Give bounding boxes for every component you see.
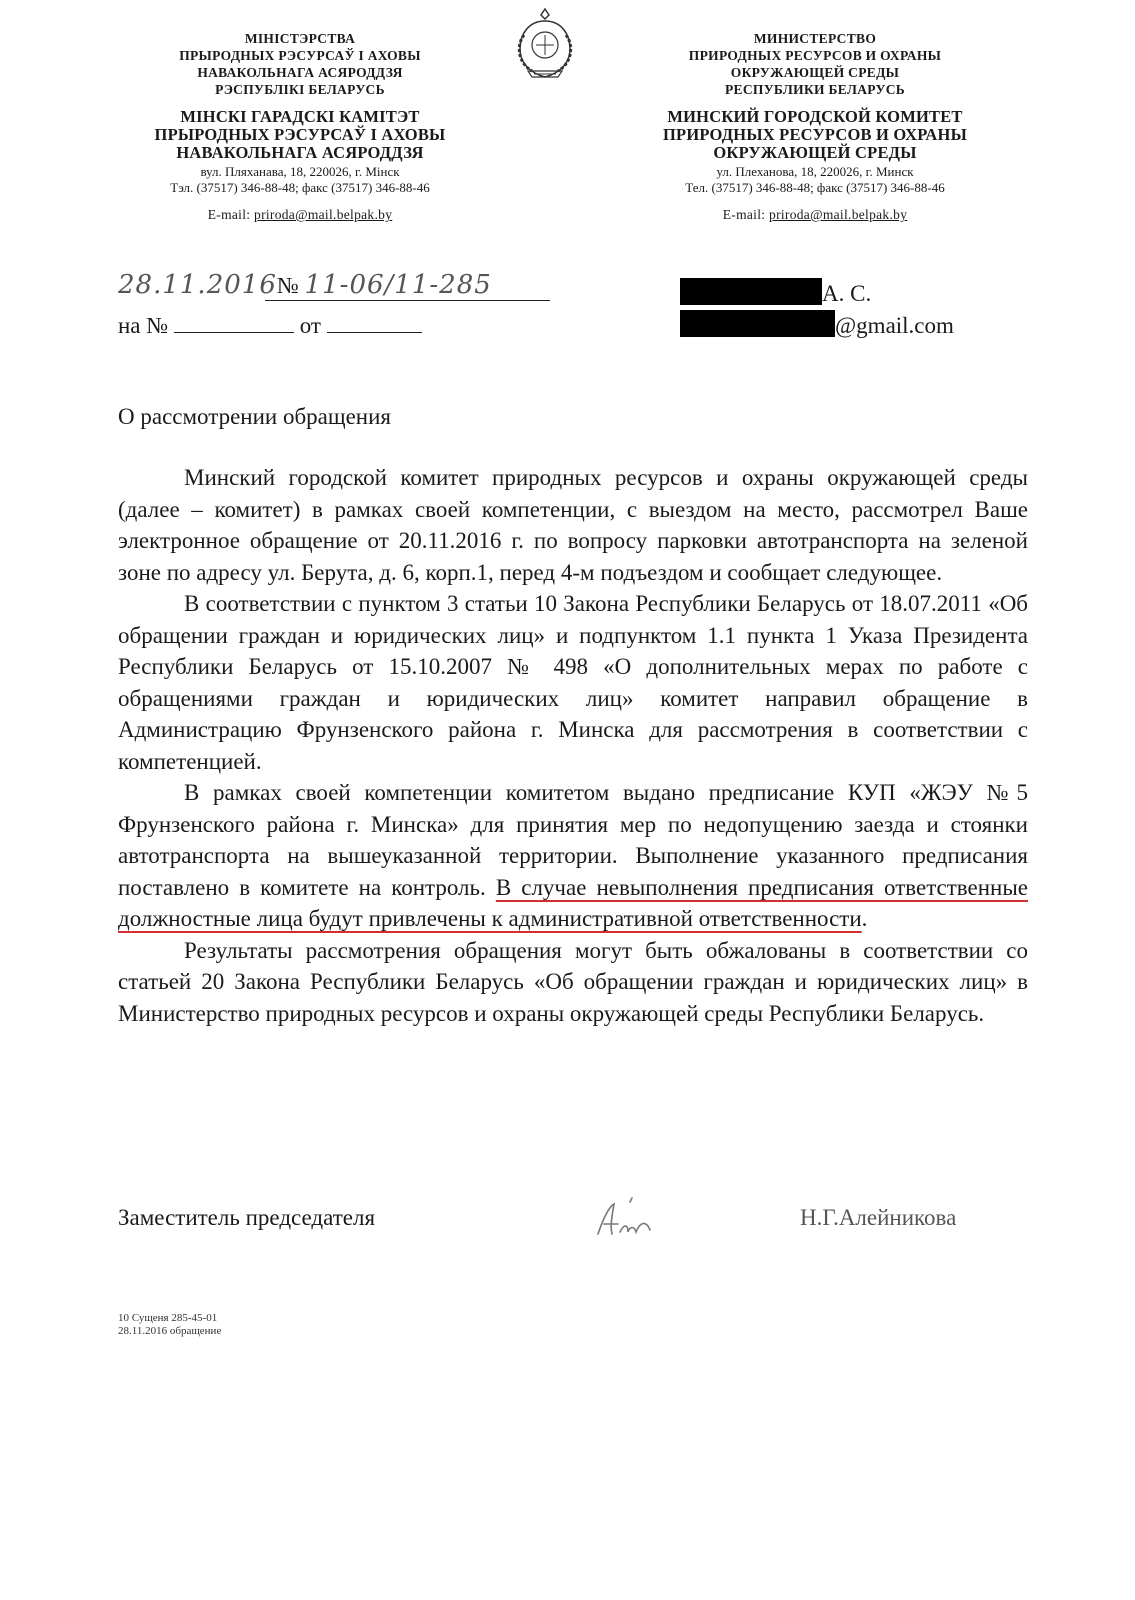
reply-date-blank (327, 312, 422, 333)
letter-body (118, 462, 1028, 1029)
outgoing-reference (118, 270, 492, 300)
address-ru: ул. Плеханова, 18, 220026, г. Минск Тел. (37517) 346-88-48; факс (37517) 346-88-46 (685, 164, 945, 195)
number-sign: № (276, 273, 299, 298)
ministry-name-by: МІНІСТЭРСТВА ПРЫРОДНЫХ РЭСУРСАЎ І АХОВЫ НАВАКОЛЬНАГА АСЯРОДДЗЯ РЭСПУБЛІКІ БЕЛАРУСЬ (179, 31, 421, 97)
committee-name-by: МІНСКІ ГАРАДСКІ КАМІТЭТ ПРЫРОДНЫХ РЭСУРСАЎ І АХОВЫ НАВАКОЛЬНАГА АСЯРОДДЗЯ (154, 107, 446, 162)
paragraph-4: Результаты рассмотрения обращения могут быть обжалованы в соответствии со статьей 20 Закона Республики Беларусь «Об обращении граждан и юридических лиц» в Министерство природных ресурсов и охраны окружающей среды Республики Беларусь. (118, 937, 1028, 1026)
email-line-by: E-mail: priroda@mail.belpak.by (207, 207, 393, 222)
recipient-email: @gmail.com (680, 310, 954, 339)
committee-name-ru: МИНСКИЙ ГОРОДСКОЙ КОМИТЕТ ПРИРОДНЫХ РЕСУРСОВ И ОХРАНЫ ОКРУЖАЮЩЕЙ СРЕДЫ (663, 107, 967, 162)
handwritten-signature-icon (590, 1196, 680, 1246)
paragraph-2: В соответствии с пунктом 3 статьи 10 Закона Республики Беларусь от 18.07.2011 «Об обращении граждан и юридических лиц» и подпунктом 1.1 пункта 1 Указа Президента Республики Беларусь от 15.10.2007 № 498 «О дополнительных мерах по работе с обращениями граждан и юридических лиц» комитет направил обращение в Администрацию Фрунзенского района г. Минска для рассмотрения в соответствии с компетенцией. (118, 591, 1028, 774)
email-link-by[interactable]: priroda@mail.belpak.by (254, 207, 393, 222)
handwritten-date: 28.11.2016 (118, 270, 277, 300)
state-emblem-icon (510, 5, 580, 83)
reply-number-blank (174, 312, 294, 333)
paragraph-3: В рамках своей компетенции комитетом выдано предписание КУП «ЖЭУ №5 Фрунзенского района г. Минска» для принятия мер по недопущению заезда и стоянки автотранспорта на вышеуказанной территории. Выполнение указанного предписания поставлено в комитете на контроль. В случае невыполнения предписания ответственные должностные лица будут привлечены к административной ответственности. (118, 780, 1029, 931)
redaction-box (680, 310, 835, 337)
subject-line: О рассмотрении обращения (118, 404, 391, 429)
email-link-ru[interactable]: priroda@mail.belpak.by (769, 207, 908, 222)
recipient-name: А. С. (680, 278, 871, 307)
header-right (605, 30, 1025, 223)
header-left (90, 30, 510, 223)
paragraph-1: Минский городской комитет природных ресурсов и охраны окружающей среды (далее – комитет) в рамках своей компетенции, с выездом на место, рассмотрел Ваше электронное обращение от 20.11.2016 г. по вопросу парковки автотранспорта на зеленой зоне по адресу ул. Берута, д. 6, корп.1, перед 4-м подъездом и сообщает следующее. (118, 465, 1028, 585)
executor-note: 10 Сущеня 285-45-01 28.11.2016 обращение (118, 1312, 222, 1337)
highlighted-sentence: В случае невыполнения предписания ответственные должностные лица будут привлечены к административной ответственности (118, 874, 1029, 931)
signatory-position: Заместитель председателя (118, 1205, 376, 1230)
ministry-name-ru: МИНИСТЕРСТВО ПРИРОДНЫХ РЕСУРСОВ И ОХРАНЫ ОКРУЖАЮЩЕЙ СРЕДЫ РЕСПУБЛИКИ БЕЛАРУСЬ (688, 31, 942, 97)
signatory-name: Н.Г.Алейникова (800, 1205, 957, 1230)
reference-underline (265, 300, 550, 301)
address-by: вул. Пляханава, 18, 220026, г. Мінск Тэл. (37517) 346-88-48; факс (37517) 346-88-46 (170, 164, 430, 195)
incoming-reference: на № от (118, 312, 422, 339)
redaction-box (680, 278, 822, 305)
email-line-ru: E-mail: priroda@mail.belpak.by (722, 207, 908, 222)
handwritten-number: 11-06/11-285 (304, 270, 492, 300)
